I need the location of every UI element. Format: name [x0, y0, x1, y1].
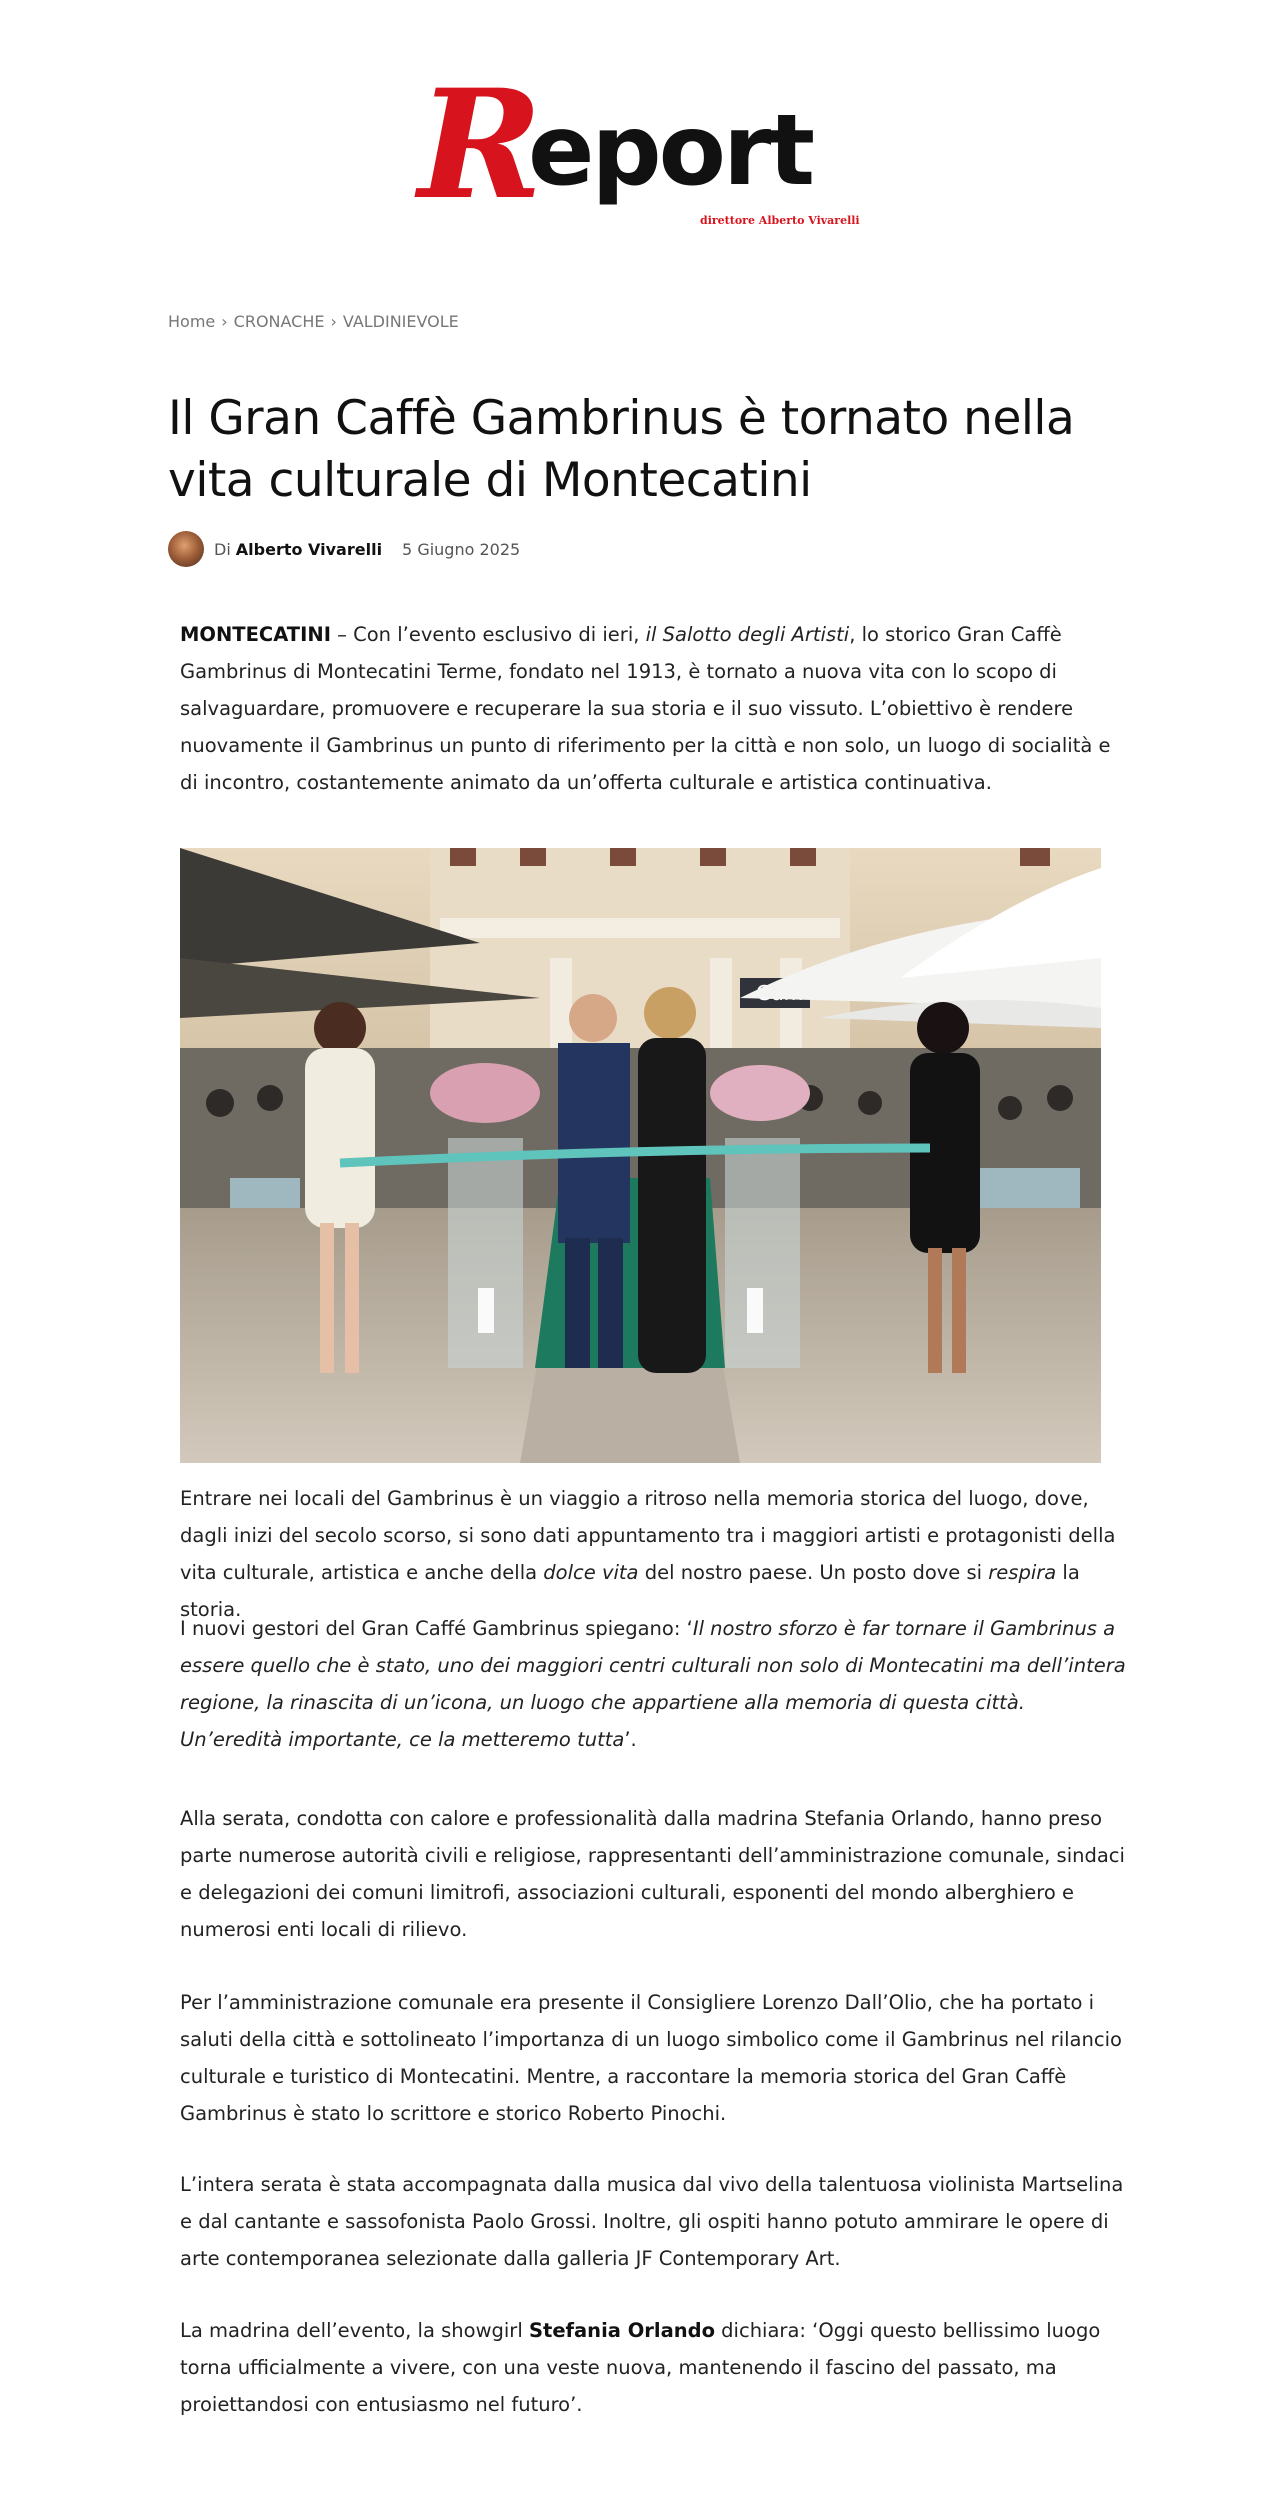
author-avatar[interactable] [168, 531, 204, 567]
breadcrumb-separator: › [221, 312, 228, 331]
logo-initial: R [418, 57, 539, 233]
text-run: dichiara: ‘Oggi questo bellissimo luogo torna ufficialmente a vivere, con una veste nuova, mantenendo il fascino del passato, ma proiettandosi con entusiasmo nel futuro’. [180, 2319, 1101, 2416]
logo-wordmark: eport [528, 94, 813, 208]
text-run: del nostro paese. Un posto dove si [638, 1561, 989, 1584]
publish-date: 5 Giugno 2025 [402, 539, 521, 559]
article-paragraph-7 [180, 2312, 1130, 2423]
article-meta [168, 530, 520, 568]
by-label: Di [214, 539, 231, 559]
italic-run: respira [988, 1561, 1057, 1584]
italic-run: il Salotto degli Artisti [645, 623, 850, 646]
text-run: La madrina dell’evento, la showgirl [180, 2319, 529, 2342]
ribbon-cutting-photo [180, 848, 1101, 1463]
breadcrumb [168, 312, 459, 331]
text-run: Entrare nei locali del Gambrinus è un viaggio a ritroso nella memoria storica del luogo, dove, dagli inizi del secolo scorso, si sono dati appuntamento tra i maggiori artisti e protagonisti della vita culturale, artistica e anche della [180, 1487, 1116, 1584]
article-paragraph-6: L’intera serata è stata accompagnata dalla musica dal vivo della talentuosa violinista Martselina e dal cantante e sassofonista Paolo Grossi. Inoltre, gli ospiti hanno potuto ammirare le opere di arte contemporanea selezionate dalla galleria JF Contemporary Art. [180, 2173, 1124, 2270]
quote-run: Il nostro sforzo è far tornare il Gambrinus a essere quello che è stato, uno dei maggiori centri culturali non solo di Montecatini ma dell’intera regione, la rinascita di un’icona, un luogo che appartiene alla memoria di questa città. Un’eredità importante, ce la metteremo tutta [180, 1617, 1126, 1751]
breadcrumb-subsection[interactable]: VALDINIEVOLE [342, 312, 459, 331]
text-run: , lo storico Gran Caffè Gambrinus di Montecatini Terme, fondato nel 1913, è tornato a nuova vita con lo scopo di salvaguardare, promuovere e recuperare la sua storia e il suo vissuto. L’obiettivo è rendere nuovamente il Gambrinus un punto di riferimento per la città e non solo, un luogo di socialità e di incontro, costantemente animato da un’offerta culturale e artistica continuativa. [180, 623, 1111, 794]
article-paragraph-3 [180, 1610, 1130, 1758]
text-run: I nuovi gestori del Gran Caffé Gambrinus spiegano: ‘ [180, 1617, 693, 1640]
site-logo[interactable] [410, 57, 870, 242]
bold-run: Stefania Orlando [528, 2319, 715, 2342]
text-run: la storia. [180, 1561, 1080, 1621]
text-run: ’. [624, 1728, 637, 1751]
breadcrumb-separator: › [330, 312, 337, 331]
article-paragraph-5: Per l’amministrazione comunale era presente il Consigliere Lorenzo Dall’Olio, che ha portato i saluti della città e sottolineato l’importanza di un luogo simbolico come il Gambrinus nel rilancio culturale e turistico di Montecatini. Mentre, a raccontare la memoria storica del Gran Caffè Gambrinus è stato lo scrittore e storico Roberto Pinochi. [180, 1991, 1122, 2125]
dateline: MONTECATINI [180, 623, 331, 646]
page-title: Il Gran Caffè Gambrinus è tornato nella vita culturale di Montecatini [168, 391, 1075, 508]
breadcrumb-home[interactable]: Home [168, 312, 216, 331]
italic-run: dolce vita [543, 1561, 639, 1584]
article-photo[interactable] [180, 848, 1101, 1463]
author-link[interactable]: Alberto Vivarelli [235, 539, 383, 559]
text-run: – Con l’evento esclusivo di ieri, [330, 623, 646, 646]
logo-subtitle: direttore Alberto Vivarelli [700, 214, 860, 227]
breadcrumb-section[interactable]: CRONACHE [233, 312, 325, 331]
article-paragraph-4: Alla serata, condotta con calore e professionalità dalla madrina Stefania Orlando, hanno preso parte numerose autorità civili e religiose, rappresentanti dell’amministrazione comunale, sindaci e delegazioni dei comuni limitrofi, associazioni culturali, esponenti del mondo alberghiero e numerosi enti locali di rilievo. [180, 1807, 1125, 1941]
article-paragraph-1 [180, 616, 1130, 801]
article-paragraph-2 [180, 1480, 1130, 1628]
